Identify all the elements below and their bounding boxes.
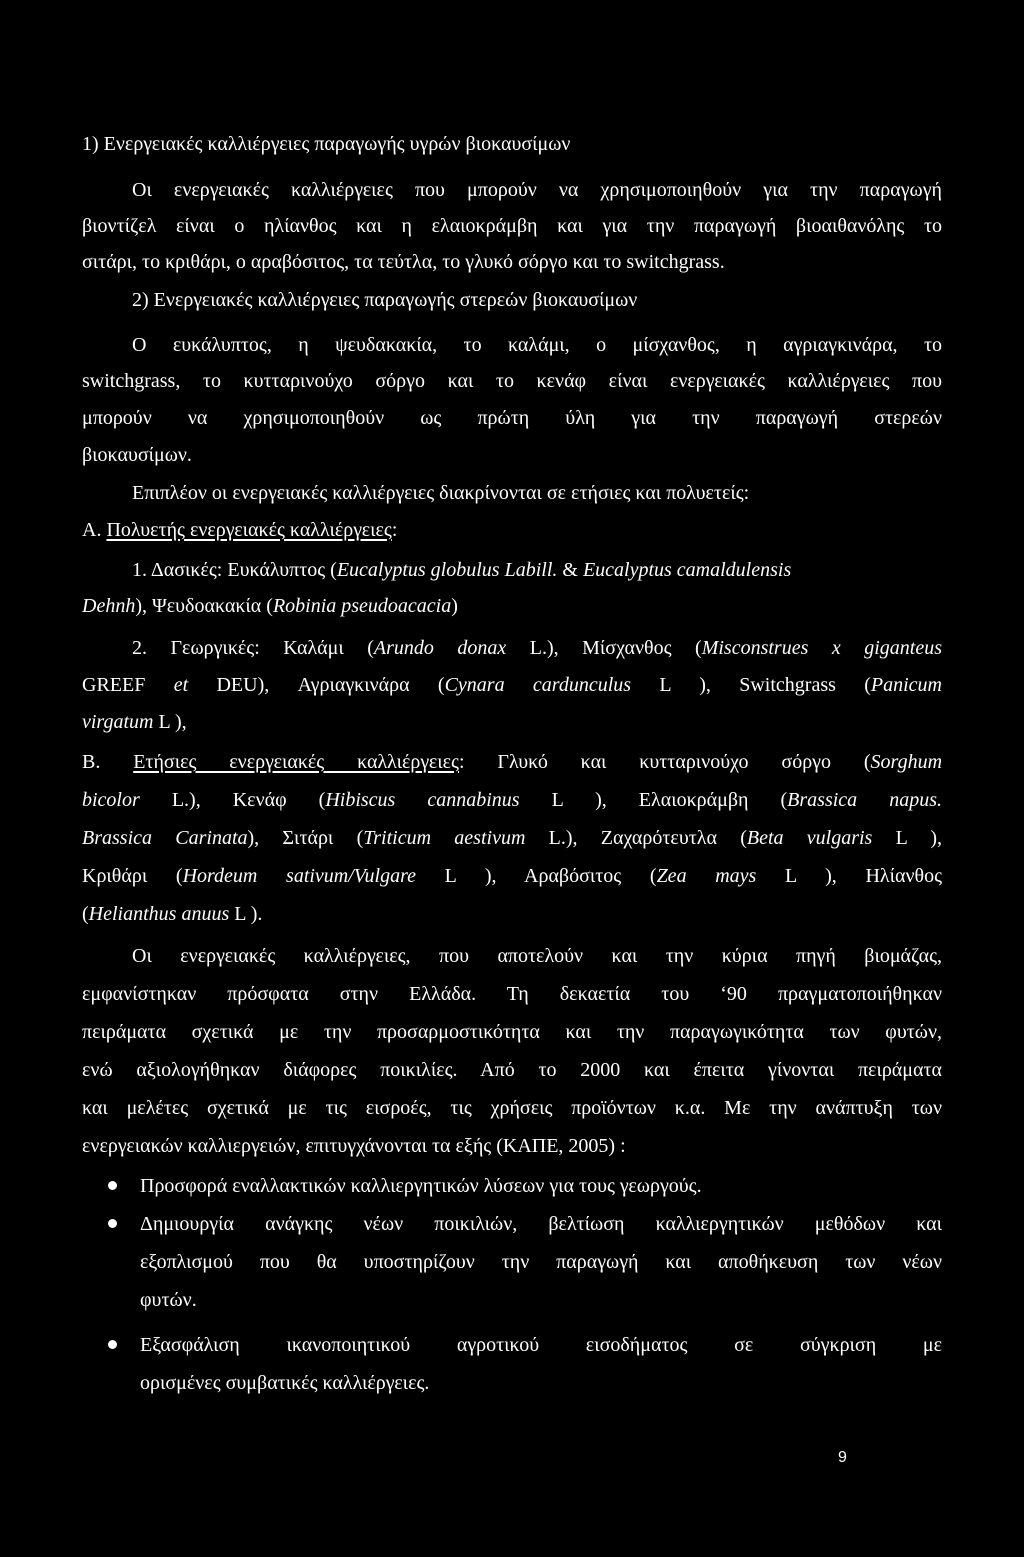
species-name: Beta vulgaris [746,827,873,849]
species-name: Sorghum [870,751,943,773]
text-run: : Γλυκό και κυτταρινούχο σόργο ( [458,751,871,773]
bullet-icon [108,1219,117,1228]
text-run: Κριθάρι ( [82,865,183,887]
text-run: L ), Switchgrass ( [631,674,871,696]
text-run: L ), [153,711,187,733]
species-name: Robinia pseudoacacia [272,595,452,617]
species-name: Triticum aestivum [363,827,526,849]
paragraph-line: Οι ενεργειακές καλλιέργειες, που αποτελούν και την κύρια πηγή βιομάζας, [132,945,942,967]
text-run: 1. Δασικές: Ευκάλυπτος ( [132,559,337,581]
text-run-italic: et [173,674,189,696]
paragraph-line: πειράματα σχετικά με την προσαρμοστικότητα και την παραγωγικότητα των φυτών, [82,1021,942,1043]
species-author: Dehnh [82,595,136,617]
paragraph-line: Επιπλέον οι ενεργειακές καλλιέργειες διακρίνονται σε ετήσιες και πολυετείς: [132,482,750,504]
text-run: ( [82,903,89,925]
species-name: Panicum [870,674,942,696]
paragraph-line: βιοντίζελ είναι ο ηλίανθος και η ελαιοκράμβη και για την παραγωγή βιοαιθανόλης το [82,215,942,237]
text-run: L.), Μίσχανθος ( [506,637,702,659]
list-item-agricultural-cont [82,710,942,734]
bullet-item-cont: ορισμένες συμβατικές καλλιέργειες. [140,1372,430,1394]
section-heading-solid-biofuels: 2) Ενεργειακές καλλιέργειες παραγωγής στερεών βιοκαυσίμων [132,289,638,311]
subheading-title: Ετήσιες ενεργειακές καλλιέργειες [133,751,459,773]
paragraph-line: ενεργειακών καλλιεργειών, επιτυγχάνονται τα εξής (ΚΑΠΕ, 2005) : [82,1135,626,1157]
subheading-prefix: Α. [82,519,102,541]
species-name: Hordeum sativum/Vulgare [182,865,417,887]
bullet-item: Εξασφάλιση ικανοποιητικού αγροτικού εισοδήματος σε σύγκριση με [140,1334,942,1356]
species-name: virgatum [82,711,154,733]
text-run: 2. Γεωργικές: Καλάμι ( [132,637,374,659]
annual-crops-line [82,864,942,888]
paragraph-line: Οι ενεργειακές καλλιέργειες που μπορούν να χρησιμοποιηθούν για την παραγωγή [132,179,942,201]
species-name: Brassica napus. [787,789,942,811]
species-name: bicolor [82,789,140,811]
bullet-item: Προσφορά εναλλακτικών καλλιεργητικών λύσεων για τους γεωργούς. [140,1175,702,1197]
text-run: L ), Ηλίανθος [756,865,943,887]
species-name: Cynara cardunculus [444,674,632,696]
text-run: L ), Αραβόσιτος ( [416,865,657,887]
list-item-agricultural [132,636,942,660]
species-name: Helianthus anuus [88,903,230,925]
species-name: Hibiscus cannabinus [325,789,520,811]
paragraph-line: Ο ευκάλυπτος, η ψευδακακία, το καλάμι, ο μίσχανθος, η αγριαγκινάρα, το [132,334,942,356]
subheading-prefix: Β. [82,751,101,773]
text-run: GREEF [82,674,174,696]
subheading-perennial-crops [82,518,942,542]
text-run: L ). [229,903,263,925]
section-heading-liquid-biofuels: 1) Ενεργειακές καλλιέργειες παραγωγής υγρών βιοκαυσίμων [82,133,571,155]
subheading-annual-crops [82,750,942,774]
text-run: L ), [872,827,942,849]
species-name: Misconstrues x giganteus [701,637,942,659]
list-item-forestry-cont [82,594,942,618]
list-item-forestry [132,558,942,582]
species-name: Eucalyptus camaldulensis [582,559,792,581]
paragraph-line: switchgrass, το κυτταρινούχο σόργο και το κενάφ είναι ενεργειακές καλλιέργειες που [82,370,942,392]
bullet-icon [108,1181,117,1190]
species-name: Brassica Carinata [82,827,248,849]
bullet-item: Δημιουργία ανάγκης νέων ποικιλιών, βελτίωση καλλιεργητικών μεθόδων και [140,1213,942,1235]
bullet-icon [108,1340,117,1349]
paragraph-line: μπορούν να χρησιμοποιηθούν ως πρώτη ύλη για την παραγωγή στερεών [82,407,942,429]
text-run: ), Σιτάρι ( [247,827,364,849]
text-run: DEU), Αγριαγκινάρα ( [188,674,445,696]
paragraph-line: και μελέτες σχετικά με τις εισροές, τις χρήσεις προϊόντων κ.α. Με την ανάπτυξη των [82,1097,942,1119]
species-name: Arundo donax [373,637,507,659]
subheading-title: Πολυετής ενεργειακές καλλιέργειες [106,519,392,541]
paragraph-line: ενώ αξιολογήθηκαν διάφορες ποικιλίες. Από το 2000 και έπειτα γίνονται πειράματα [82,1059,942,1081]
annual-crops-line [82,788,942,812]
paragraph-line: βιοκαυσίμων. [82,444,192,466]
species-name: Eucalyptus globulus Labill. [336,559,558,581]
text-run: L ), Ελαιοκράμβη ( [519,789,788,811]
list-item-agricultural-cont [82,673,942,697]
page-number: 9 [838,1449,847,1466]
text-run: L.), Κενάφ ( [139,789,326,811]
paragraph-line: εμφανίστηκαν πρόσφατα στην Ελλάδα. Τη δεκαετία του ‘90 πραγματοποιήθηκαν [82,983,942,1005]
text-run: L.), Ζαχαρότευτλα ( [525,827,747,849]
text-run: & [557,559,583,581]
species-name: Zea mays [656,865,757,887]
text-run: ) [451,595,458,617]
paragraph-line: σιτάρι, το κριθάρι, ο αραβόσιτος, τα τεύτλα, το γλυκό σόργο και το switchgrass. [82,251,725,273]
annual-crops-line [82,826,942,850]
bullet-item-cont: φυτών. [140,1289,197,1311]
annual-crops-line [82,902,942,926]
text-run: ), Ψευδοακακία ( [135,595,273,617]
subheading-colon: : [391,519,398,541]
bullet-item-cont: εξοπλισμού που θα υποστηρίζουν την παραγωγή και αποθήκευση των νέων [140,1251,942,1273]
